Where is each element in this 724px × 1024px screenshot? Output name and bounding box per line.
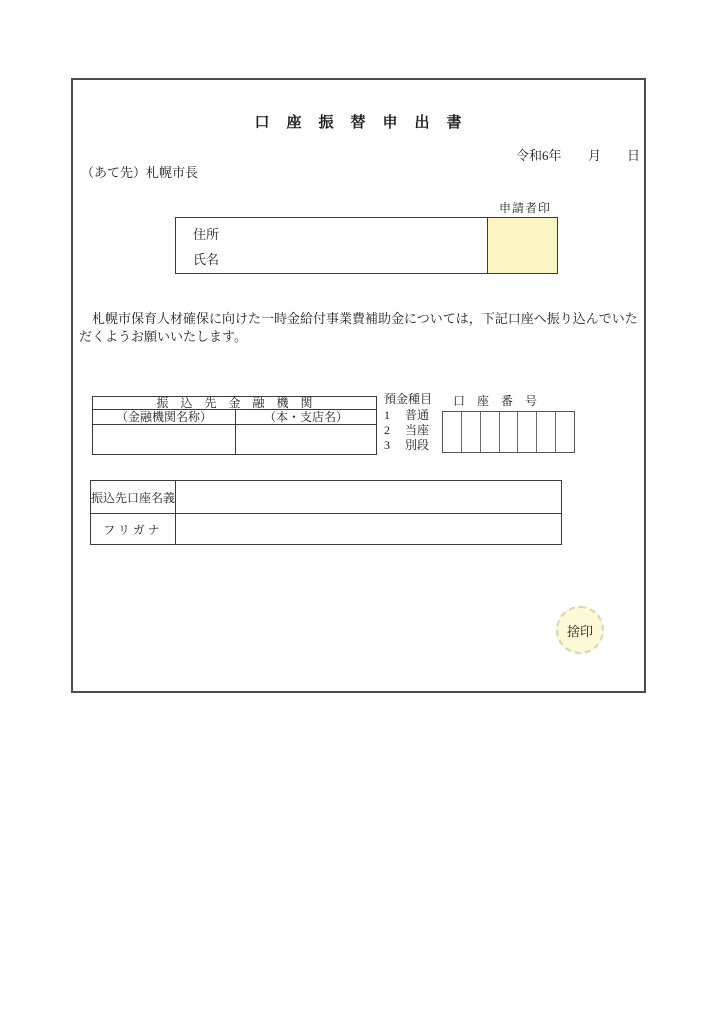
name-label: 氏名 bbox=[193, 252, 220, 267]
discard-seal-stamp bbox=[556, 606, 604, 654]
account-holder-table bbox=[90, 480, 562, 545]
bank-table-header: 振 込 先 金 融 機 関 bbox=[93, 397, 376, 410]
deposit-option-label: 普通 bbox=[405, 408, 430, 422]
holder-name-field bbox=[176, 481, 561, 513]
account-digit-cell bbox=[556, 412, 574, 452]
account-digit-cell bbox=[481, 412, 500, 452]
deposit-option-number: 2 bbox=[384, 423, 390, 437]
account-digit-cell bbox=[500, 412, 519, 452]
date-month-label: 月 bbox=[588, 148, 602, 163]
body-paragraph: 札幌市保育人材確保に向けた一時金給付事業費補助金については，下記口座へ振り込んでいただくようお願いいたします。 bbox=[79, 311, 638, 344]
deposit-option-futsuu bbox=[384, 408, 432, 423]
applicant-seal-field bbox=[487, 218, 557, 273]
document-title: 口 座 振 替 申 出 書 bbox=[254, 115, 463, 131]
applicant-info-table bbox=[175, 217, 558, 274]
deposit-option-number: 1 bbox=[384, 408, 390, 422]
branch-name-field bbox=[236, 425, 376, 454]
branch-name-header: （本・支店名） bbox=[263, 410, 348, 424]
bank-name-field bbox=[93, 425, 236, 454]
account-number-label: 口 座 番 号 bbox=[453, 394, 538, 408]
deposit-type-label: 預金種目 bbox=[384, 392, 433, 406]
date-day-label: 日 bbox=[627, 148, 641, 163]
furigana-label: フリガナ bbox=[91, 514, 176, 544]
deposit-option-betsudan bbox=[384, 438, 432, 453]
addressee-line: （あて先）札幌市長 bbox=[81, 165, 199, 180]
deposit-type-section bbox=[384, 392, 432, 453]
applicant-seal-label: 申請者印 bbox=[499, 201, 552, 215]
discard-seal-label: 捨印 bbox=[566, 623, 593, 639]
account-digit-cell bbox=[537, 412, 556, 452]
holder-name-label: 振込先口座名義 bbox=[91, 481, 176, 513]
account-digit-cell bbox=[518, 412, 537, 452]
deposit-option-touza bbox=[384, 423, 432, 438]
deposit-option-label: 当座 bbox=[405, 423, 430, 437]
furigana-field bbox=[176, 514, 561, 544]
bank-table bbox=[92, 396, 377, 455]
bank-name-header: （金融機関名称） bbox=[93, 410, 236, 424]
deposit-option-label: 別段 bbox=[405, 438, 430, 452]
account-digit-cell bbox=[462, 412, 481, 452]
date-era-year-label: 令和6年 bbox=[516, 148, 562, 163]
deposit-option-number: 3 bbox=[384, 438, 390, 452]
address-label: 住所 bbox=[193, 227, 220, 242]
account-digit-cell bbox=[443, 412, 462, 452]
account-number-grid bbox=[442, 411, 575, 453]
